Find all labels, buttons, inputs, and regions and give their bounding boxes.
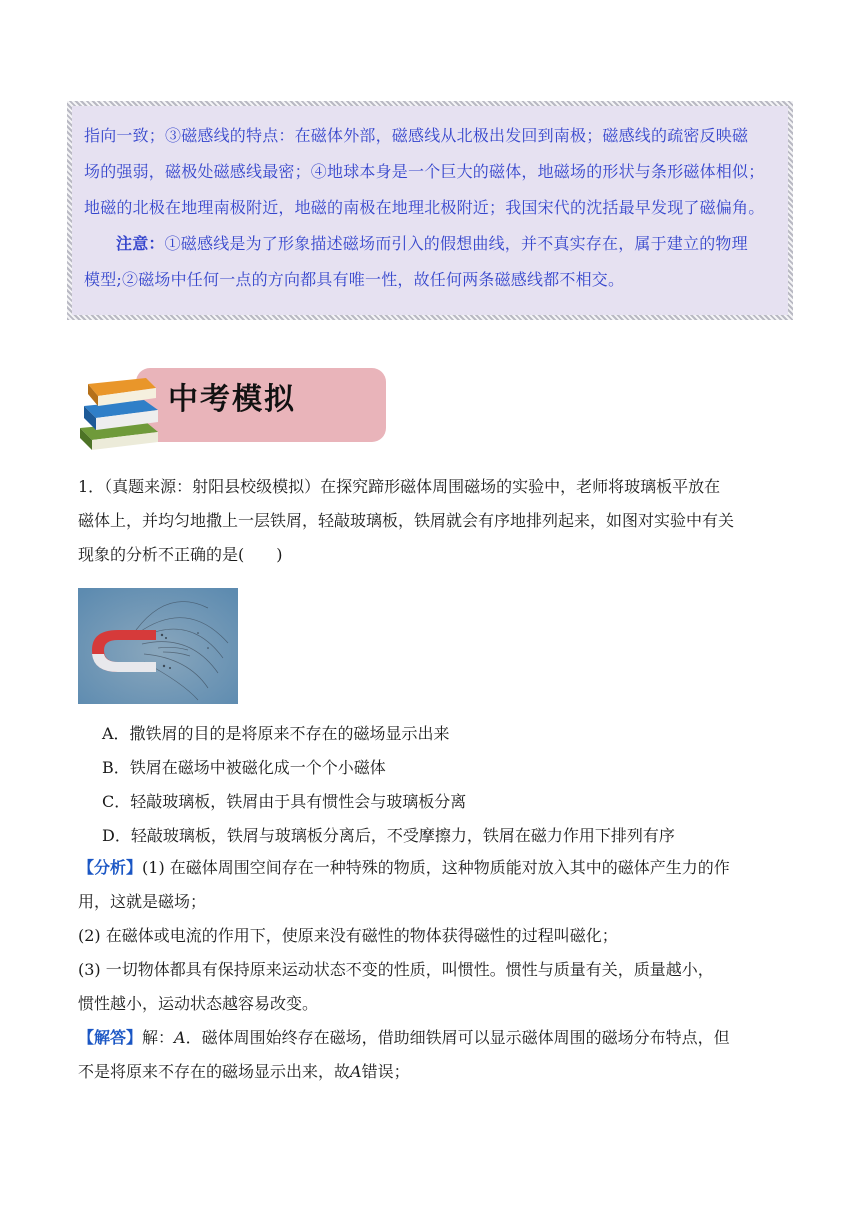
books-icon bbox=[76, 366, 166, 452]
answer-option-letter: A bbox=[350, 1062, 362, 1081]
attention-label: 注意： bbox=[116, 234, 165, 253]
section-banner bbox=[76, 366, 316, 452]
option-c: C．轻敲玻璃板，铁屑由于具有惯性会与玻璃板分离 bbox=[102, 792, 467, 811]
analysis-tag: 【分析】 bbox=[78, 858, 143, 877]
attention-text: ①磁感线是为了形象描述磁场而引入的假想曲线，并不真实存在，属于建立的物理 bbox=[164, 234, 748, 253]
analysis-line bbox=[78, 851, 788, 885]
answer-section bbox=[78, 1021, 788, 1089]
option-a: A．撒铁屑的目的是将原来不存在的磁场显示出来 bbox=[102, 724, 450, 743]
knowledge-note-box bbox=[67, 101, 793, 320]
answer-text: 解： bbox=[142, 1028, 175, 1047]
analysis-line: 惯性越小，运动状态越容易改变。 bbox=[78, 994, 319, 1013]
note-line: 地磁的北极在地理南极附近，地磁的南极在地理北极附近；我国宋代的沈括最早发现了磁偏角。 bbox=[84, 198, 765, 217]
analysis-line: (2) 在磁体或电流的作用下，使原来没有磁性的物体获得磁性的过程叫磁化； bbox=[78, 926, 618, 945]
note-attention bbox=[84, 226, 780, 262]
answer-tag: 【解答】 bbox=[78, 1028, 143, 1047]
question-line: 磁体上，并均匀地撒上一层铁屑，轻敲玻璃板，铁屑就会有序地排列起来，如图对实验中有关 bbox=[78, 511, 735, 530]
option-b: B．铁屑在磁场中被磁化成一个个小磁体 bbox=[102, 758, 386, 777]
section-title: 中考模拟 bbox=[168, 382, 296, 417]
answer-line bbox=[78, 1021, 788, 1055]
answer-text: ．磁体周围始终存在磁场，借助细铁屑可以显示磁体周围的磁场分布特点，但 bbox=[185, 1028, 730, 1047]
question-line: 1．（真题来源：射阳县校级模拟）在探究蹄形磁体周围磁场的实验中，老师将玻璃板平放在 bbox=[78, 477, 721, 496]
answer-text: 错误； bbox=[361, 1062, 410, 1081]
analysis-line: 用，这就是磁场； bbox=[78, 892, 207, 911]
note-line: 模型;②磁场中任何一点的方向都具有唯一性，故任何两条磁感线都不相交。 bbox=[84, 270, 625, 289]
analysis-text: (1) 在磁体周围空间存在一种特殊的物质，这种物质能对放入其中的磁体产生力的作 bbox=[142, 858, 730, 877]
option-d: D．轻敲玻璃板，铁屑与玻璃板分离后，不受摩擦力，铁屑在磁力作用下排列有序 bbox=[102, 826, 675, 845]
magnet-iron-filings-image bbox=[78, 588, 238, 704]
answer-option-letter: A bbox=[174, 1028, 186, 1047]
note-line: 场的强弱，磁极处磁感线最密；④地球本身是一个巨大的磁体，地磁场的形状与条形磁体相似； bbox=[84, 162, 765, 181]
answer-text: 不是将原来不存在的磁场显示出来，故 bbox=[78, 1062, 351, 1081]
note-line: 指向一致；③磁感线的特点：在磁体外部，磁感线从北极出发回到南极；磁感线的疏密反映磁 bbox=[84, 126, 749, 145]
answer-line bbox=[78, 1055, 788, 1089]
analysis-section bbox=[78, 851, 788, 1021]
question-stem bbox=[78, 470, 788, 572]
question-line: 现象的分析不正确的是( ) bbox=[78, 545, 283, 564]
analysis-line: (3) 一切物体都具有保持原来运动状态不变的性质，叫惯性。惯性与质量有关，质量越小， bbox=[78, 960, 714, 979]
